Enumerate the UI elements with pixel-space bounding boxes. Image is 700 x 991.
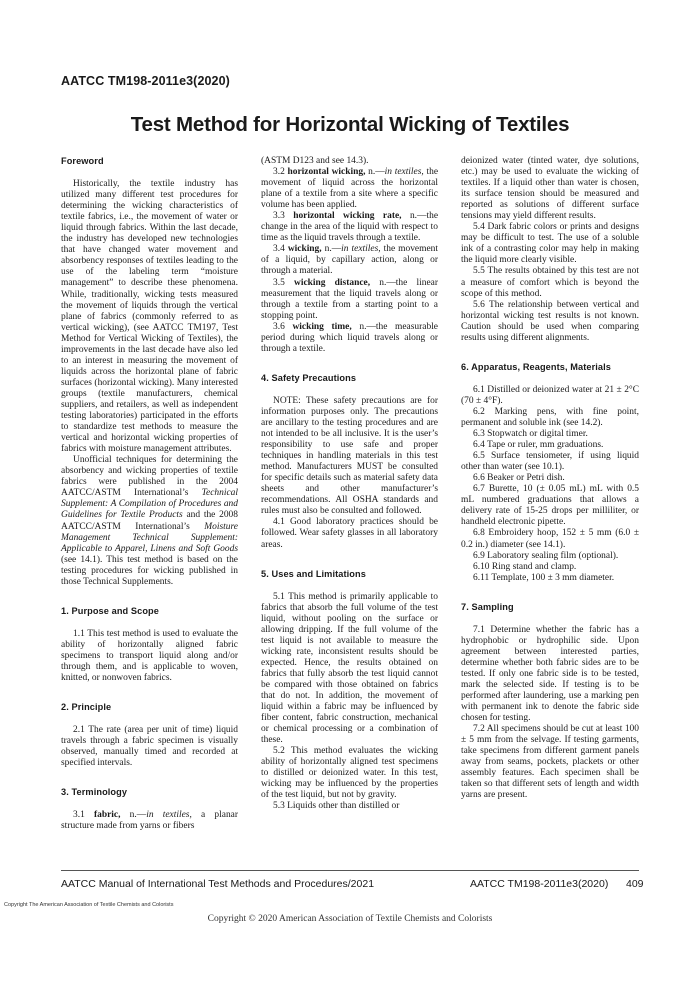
section-3-1-continued: (ASTM D123 and see 14.3). <box>261 156 369 166</box>
section-6-heading: 6. Apparatus, Reagents, Materials <box>461 361 612 372</box>
section-6-3: 6.3 Stopwatch or digital timer. <box>473 429 588 440</box>
section-5-2: 5.2 This method evaluates the wicking ability of horizontally aligned test specimens to distilled or deionized water. In this test, wicking may be influenced by the properties of the test liquid, but not by gravity. <box>261 746 438 801</box>
section-2-1: 2.1 The rate (area per unit of time) liquid travels through a fabric specimen is visually observed, manually timed and recorded at specified intervals. <box>61 725 238 769</box>
footer-divider <box>61 870 639 871</box>
footer-manual-title: AATCC Manual of International Test Methods and Procedures/2021 <box>61 878 375 890</box>
section-6-8: 6.8 Embroidery hoop, 152 ± 5 mm (6.0 ± 0.2 in.) diameter (see 14.1). <box>461 528 639 550</box>
term-context: in textiles, <box>146 810 192 821</box>
term-definition: a planar structure made from yarns or fibers <box>61 810 238 832</box>
section-6-11: 6.11 Template, 100 ± 3 mm diameter. <box>473 572 615 583</box>
section-6-5: 6.5 Surface tensiometer, if using liquid other than water (see 10.1). <box>461 451 639 473</box>
section-6-6: 6.6 Beaker or Petri dish. <box>473 473 565 484</box>
term-name: horizontal wicking, <box>287 167 366 178</box>
term-name: wicking distance, <box>294 277 371 288</box>
term-context: in textiles, <box>341 244 381 255</box>
foreword-heading: Foreword <box>61 156 104 166</box>
section-6-7: 6.7 Burette, 10 (± 0.05 mL) mL with 0.5 mL numbered graduations that allows a delivery rate of 15-25 drops per milliliter, or handheld electronic pipette. <box>461 484 639 528</box>
term-name: fabric, <box>94 810 121 821</box>
section-6-4: 6.4 Tape or ruler, mm graduations. <box>473 440 604 451</box>
term-definition: the movement of liquid across the horizontal plane of a textile from a site where a specific volume has been applied. <box>261 167 439 211</box>
foreword-paragraph-2 <box>61 455 238 588</box>
term-number: 3.2 <box>273 167 288 178</box>
section-4-note: NOTE: These safety precautions are for information purposes only. The precautions are ancillary to the testing procedures and are not intended to be all inclusive. It is the user’s responsibility to use safe and proper techniques in handling materials in this test method. Manufacturers MUST be consulted for specific details such as material safety data sheets and other manufacturer’s recommendations. All OSHA standards and rules must also be consulted and followed. <box>261 395 438 517</box>
foreword-paragraph-1: Historically, the textile industry has utilized many different test procedures for determining the wicking characteristics of textile fabrics, i.e., the movement of water or liquid through fabrics. Within the last decade, the industry has developed new technologies that have changed water movement and absorbency responses of textiles leading to the use of the labeling term “moisture management” to describe these phenomena. While, traditionally, wicking tests measured the movement of liquids through the vertical plane of fabrics (commonly referred to as vertical wicking), (see AATCC TM197, Test Method for Vertical Wicking of Textiles), the improvements in the last decade have also led to an interest in measuring the movement of liquids across the horizontal plane of fabric surfaces (horizontal wicking). Many interested groups (textile manufacturers, chemical suppliers, and retailers, as well as independent testing laboratories) participated in the efforts to standardize test methods to measure the vertical and horizontal wicking properties of fabrics with moisture management attributes. <box>61 179 238 455</box>
term-pos: n.— <box>321 244 342 255</box>
section-7-heading: 7. Sampling <box>461 601 514 612</box>
section-5-heading: 5. Uses and Limitations <box>261 568 366 579</box>
section-3-1 <box>61 810 238 832</box>
term-definition: n.—the linear measurement that the liquid travels along or through a textile from a starting point to a stopping point. <box>261 277 438 321</box>
term-definition: n.—the measurable period during which liquid travels along or through a textile. <box>261 321 439 354</box>
section-7-2: 7.2 All specimens should be cut at least 100 ± 5 mm from the selvage. If testing garments, take specimens from different garment panels away from seams, pockets, plackets or other assembly features. Each specimen shall be taken so that different sets of length and width yarns are present. <box>461 724 639 801</box>
section-5-5: 5.5 The results obtained by this test are not a measure of comfort which is beyond the scope of this method. <box>461 266 639 299</box>
section-6-2: 6.2 Marking pens, with fine point, permanent and soluble ink (see 14.2). <box>461 406 639 428</box>
term-context: in textiles, <box>384 167 424 178</box>
section-2-heading: 2. Principle <box>61 702 112 713</box>
section-3-4 <box>261 244 438 277</box>
section-6-1: 6.1 Distilled or deionized water at 21 ± 2°C (70 ± 4°F). <box>461 384 639 406</box>
term-definition: the movement of a liquid, by capillary action, along or through a material. <box>261 244 438 277</box>
term-name: horizontal wicking rate, <box>293 211 402 222</box>
document-title: Test Method for Horizontal Wicking of Textiles <box>130 113 570 136</box>
section-3-2 <box>261 167 438 211</box>
foreword-p2-text-b: and the 2008 AATCC/ASTM International’s <box>61 510 238 532</box>
section-4-1: 4.1 Good laboratory practices should be followed. Wear safety glasses in all laboratory areas. <box>261 517 438 550</box>
term-pos: n.— <box>365 167 385 178</box>
section-1-heading: 1. Purpose and Scope <box>61 605 159 616</box>
term-number: 3.6 <box>273 321 293 332</box>
foreword-p2-italic-1: Technical Supplement: A Compilation of Procedures and Guidelines for Textile Products <box>61 488 238 521</box>
section-5-3: 5.3 Liquids other than distilled or <box>273 801 400 812</box>
term-number: 3.5 <box>273 277 294 288</box>
term-definition: n.—the change in the area of the liquid with respect to time as the liquid travels through a textile. <box>261 211 439 244</box>
term-name: wicking time, <box>292 321 352 332</box>
column-1 <box>61 156 238 832</box>
section-5-3-continued: deionized water (tinted water, dye solutions, etc.) may be used to evaluate the wicking of textiles. If a liquid other than water is chosen, its surface tension should be measured and reported as solutions of different surface tensions may yield different results. <box>461 156 639 222</box>
column-2 <box>261 156 438 813</box>
section-3-6 <box>261 322 438 355</box>
section-7-1: 7.1 Determine whether the fabric has a hydrophobic or hydrophilic side. Upon agreement between interested parties, determine whether both fabric sides are to be tested. If only one fabric side is to be tested, mark the selected side. If testing is to be performed after laundering, use a marking pen with permanent ink to denote the fabric side chosen for testing. <box>461 624 639 724</box>
copyright-watermark: Copyright The American Association of Textile Chemists and Colorists <box>4 902 174 908</box>
column-3 <box>461 156 639 801</box>
section-3-heading: 3. Terminology <box>61 787 128 798</box>
section-4-heading: 4. Safety Precautions <box>261 372 357 383</box>
foreword-p2-text-c: (see 14.1). This test method is based on the testing procedures for wicking published in those Technical Supplements. <box>61 554 238 587</box>
term-pos: n.— <box>120 810 147 821</box>
term-number: 3.4 <box>273 244 288 255</box>
foreword-p2-text-a: Unofficial techniques for determining the absorbency and wicking properties of textile fabrics were published in the 2004 AATCC/ASTM International’s <box>61 455 238 499</box>
section-6-9: 6.9 Laboratory sealing film (optional). <box>473 550 619 561</box>
section-3-3 <box>261 211 438 244</box>
section-5-6: 5.6 The relationship between vertical and horizontal wicking test results is not known. Caution should be used when comparing results using different alignments. <box>461 299 639 343</box>
document-code-header: AATCC TM198-2011e3(2020) <box>61 74 230 88</box>
section-5-1: 5.1 This method is primarily applicable to fabrics that absorb the full volume of the test liquid, without pooling on the surface or allowing dripping. If the full volume of the test liquid is not available to measure the wicking rate, inconsistent results should be expected. Hence, the results obtained on fabrics that fully absorb the test liquid cannot be compared with those obtained on fabrics that do not. In addition, the movement of liquid within a fabric may be influenced by fiber content, fabric construction, mechanical or chemical processing or a combination of these. <box>261 591 438 746</box>
term-number: 3.1 <box>73 810 94 821</box>
term-name: wicking, <box>287 244 322 255</box>
section-6-10: 6.10 Ring stand and clamp. <box>473 561 577 572</box>
section-5-4: 5.4 Dark fabric colors or prints and designs may be difficult to test. The use of a soluble ink of a contrasting color may help in making the liquid more clearly visible. <box>461 222 639 266</box>
section-1-1: 1.1 This test method is used to evaluate the ability of horizontally aligned fabric specimens to transport liquid along and/or through them, and is applicable to woven, knitted, or nonwoven fabrics. <box>61 628 238 684</box>
foreword-p2-italic-2: Moisture Management Technical Supplement: Applicable to Apparel, Linens and Soft Goods <box>61 521 238 554</box>
footer-document-code: AATCC TM198-2011e3(2020) <box>470 878 609 890</box>
term-number: 3.3 <box>273 211 294 222</box>
copyright-notice: Copyright © 2020 American Association of Textile Chemists and Colorists <box>207 914 493 924</box>
page-number: 409 <box>626 878 644 890</box>
section-3-5 <box>261 278 438 322</box>
